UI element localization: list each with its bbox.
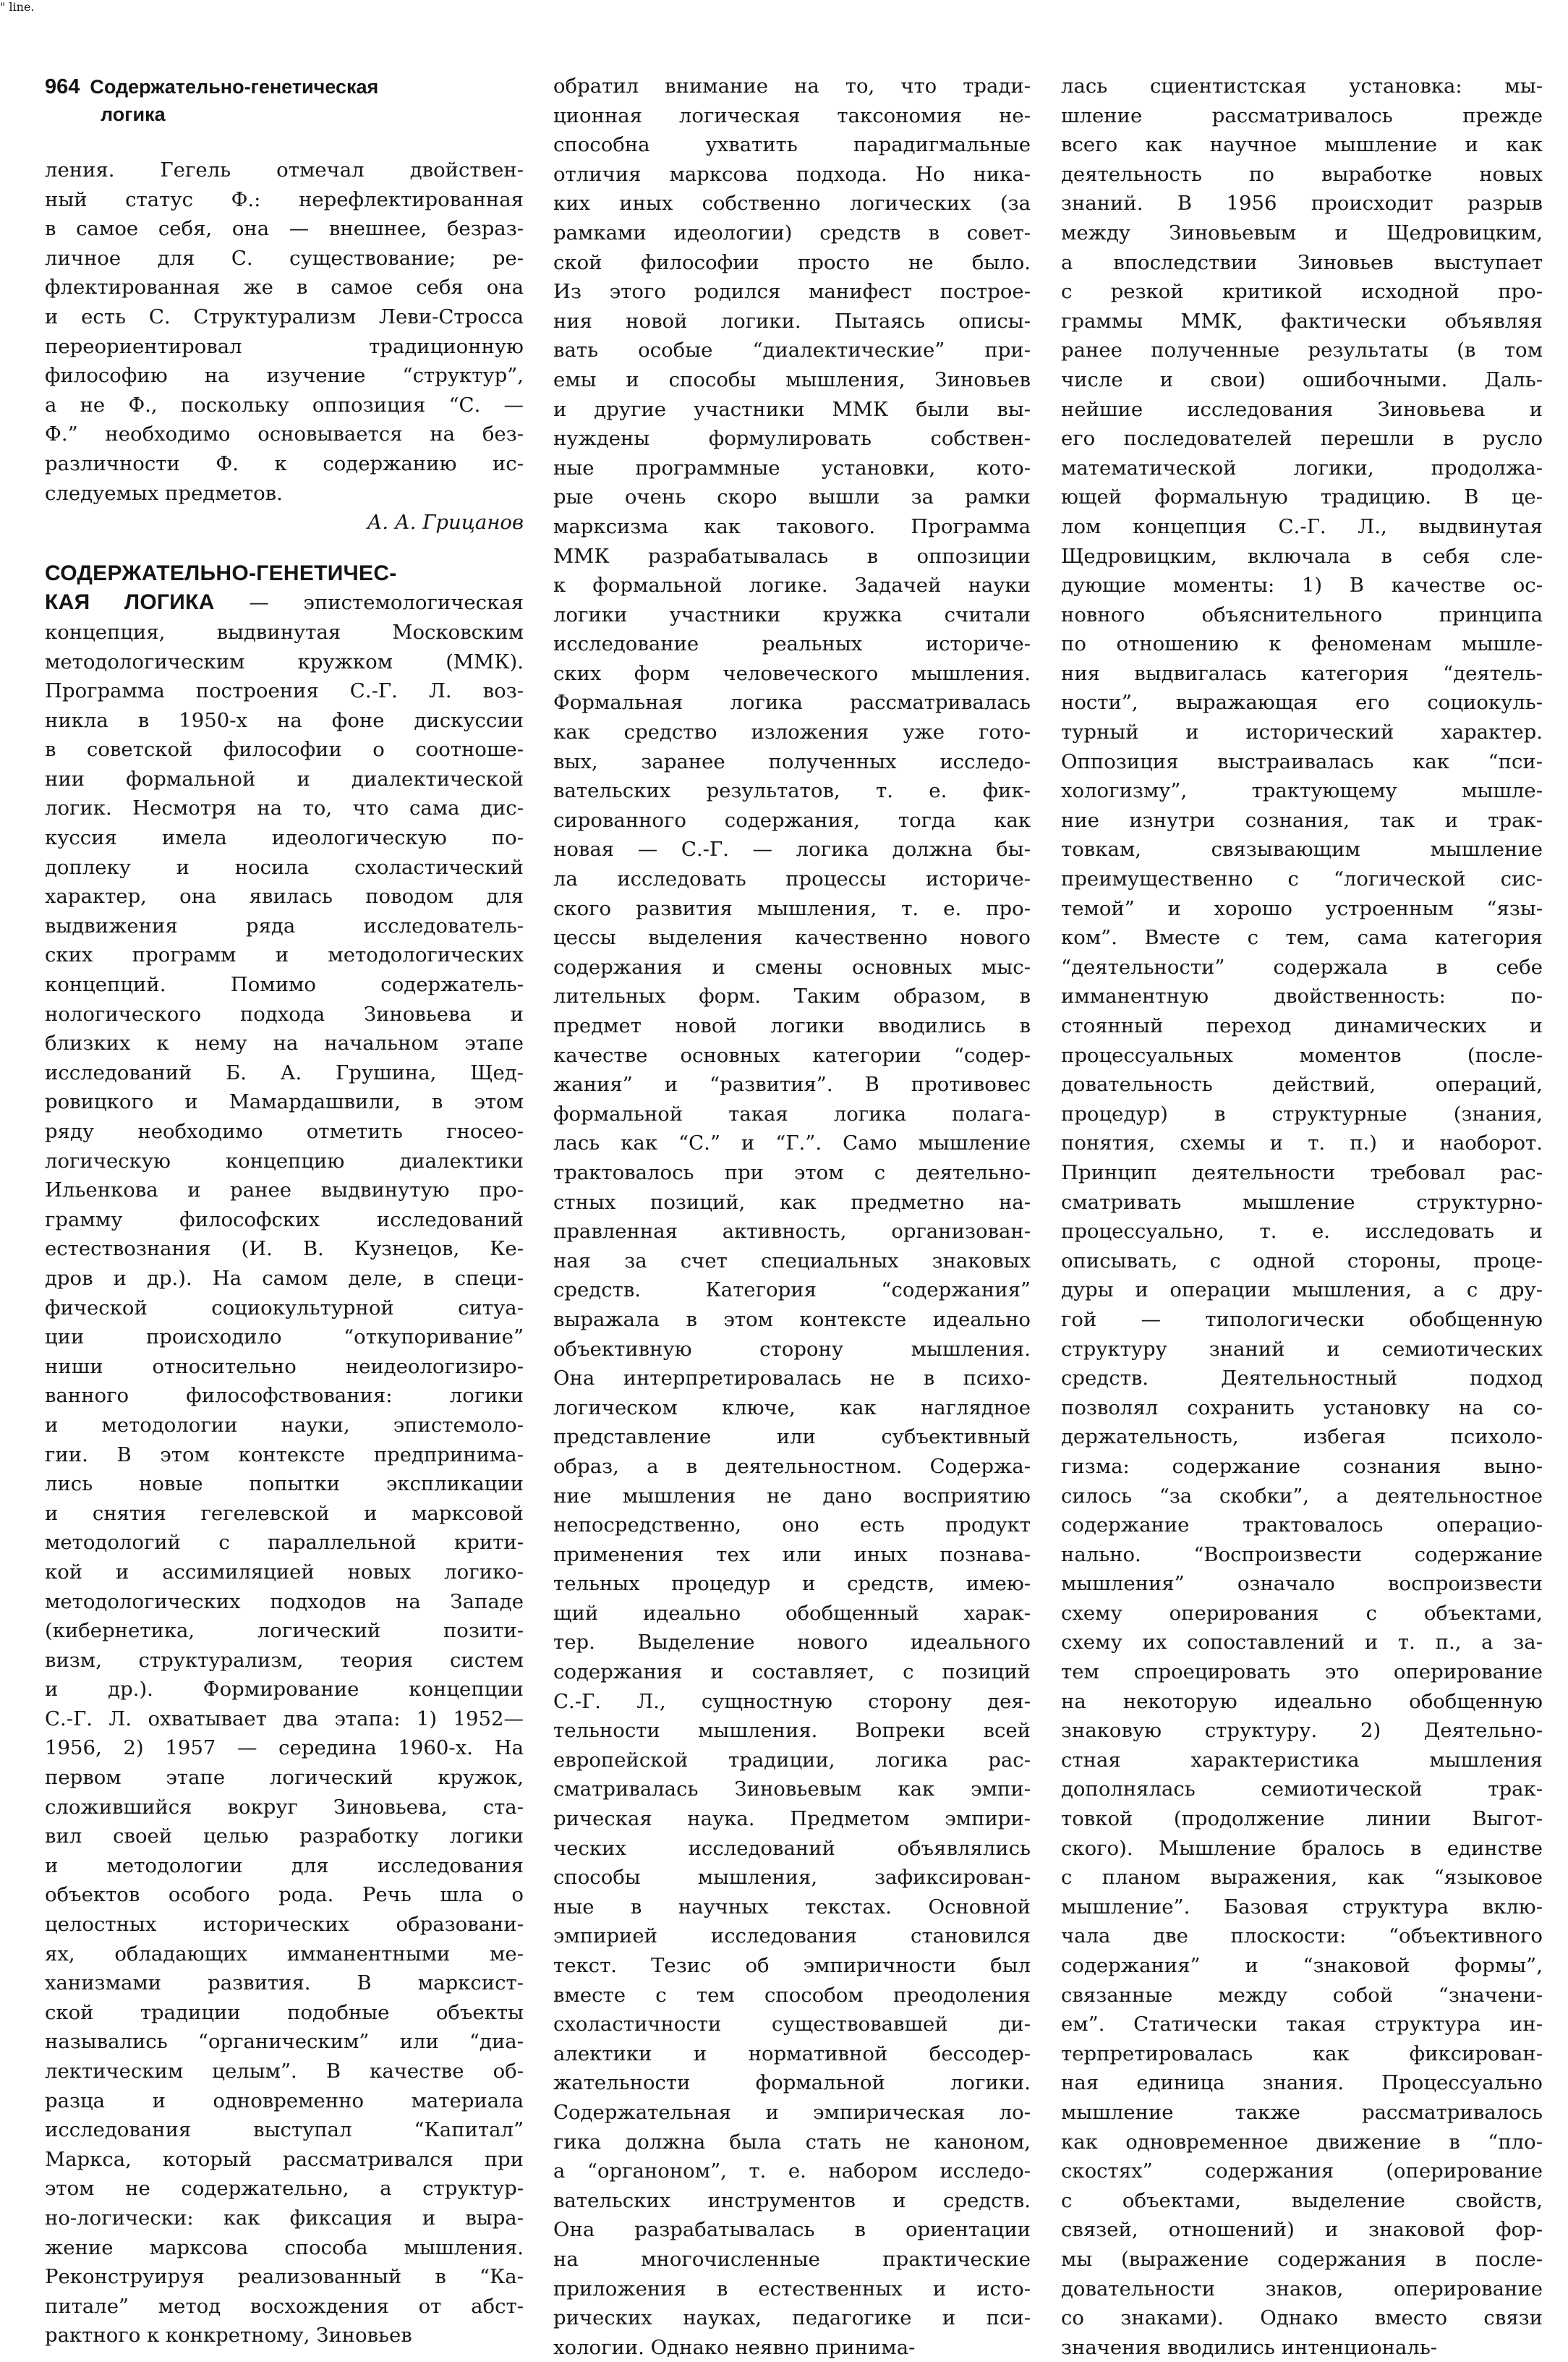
text-line: методологическим кружком (ММК).	[45, 650, 524, 674]
text-line: Принцип деятельности требовал рас-	[1061, 1160, 1543, 1184]
text-line: тем спроецировать это оперирование	[1061, 1660, 1543, 1684]
text-line: ской философии просто не было.	[553, 250, 1031, 274]
text-line: темой” и хорошо устроенным “язы-	[1061, 896, 1543, 920]
text-line: мышление”. Базовая структура вклю-	[1061, 1895, 1543, 1919]
text-line: ского развития мышления, т. е. про-	[553, 896, 1031, 920]
text-line: характер, она явилась поводом для	[45, 885, 524, 909]
article-title: СОДЕРЖАТЕЛЬНО-ГЕНЕТИЧЕС-	[45, 561, 397, 585]
text-line: формальной такая логика полага-	[553, 1102, 1031, 1126]
text-line: ный статус Ф.: нерефлектированная	[45, 187, 524, 211]
text-line: Маркса, который рассматривался при	[45, 2147, 524, 2171]
text-line: нально. “Воспроизвести содержание	[1061, 1542, 1543, 1566]
text-line: довательность действий, операций,	[1061, 1073, 1543, 1097]
text-line: ная за счет специальных знаковых	[553, 1249, 1031, 1273]
text-line: с резкой критикой исходной про-	[1061, 280, 1543, 304]
text-line: схоластичности существовавшей ди-	[553, 2013, 1031, 2036]
text-line: чала две плоскости: “объективного	[1061, 1924, 1543, 1948]
text-line: и методологии науки, эпистемоло-	[45, 1413, 524, 1437]
text-line: 1956, 2) 1957 — середина 1960-х. На	[45, 1736, 524, 1760]
text-line: его последователей перешли в русло	[1061, 427, 1543, 451]
text-line: выражала в этом контексте идеально	[553, 1307, 1031, 1331]
text-line: всего как научное мышление и как	[1061, 133, 1543, 157]
text-line: держательность, избегая психоло-	[1061, 1425, 1543, 1449]
text-line: Формальная логика рассматривалась	[553, 691, 1031, 715]
text-line: и снятия гегелевской и марксовой	[45, 1501, 524, 1525]
text-line: европейской традиции, логика рас-	[553, 1748, 1031, 1772]
text-line: Ф.” необходимо основывается на без-	[45, 422, 524, 446]
text-line: ющей формальную традицию. В це-	[1061, 485, 1543, 509]
text-line: объективную сторону мышления.	[553, 1337, 1031, 1361]
text-line: ских программ и методологических	[45, 943, 524, 967]
text-column-1	[45, 156, 524, 2350]
text-line: жания” и “развития”. В противовес	[553, 1073, 1031, 1097]
text-line: в самое себя, она — внешнее, безраз-	[45, 217, 524, 241]
text-line: схему их сопоставлений и т. п., а за-	[1061, 1631, 1543, 1654]
text-line: ла исследовать процессы историче-	[553, 867, 1031, 891]
text-line: гика должна была стать не каноном,	[553, 2130, 1031, 2154]
text-line: ные в научных текстах. Основной	[553, 1895, 1031, 1919]
text-line: способна ухватить парадигмальные	[553, 133, 1031, 157]
text-line: процессуальных моментов (после-	[1061, 1043, 1543, 1067]
text-line: ской традиции подобные объекты	[45, 2000, 524, 2024]
text-line: ского). Мышление бралось в единстве	[1061, 1836, 1543, 1860]
text-line: средств. Деятельностный подход	[1061, 1367, 1543, 1390]
text-line: с объектами, выделение свойств,	[1061, 2188, 1543, 2212]
text-line: рактного к конкретному, Зиновьев	[45, 2324, 412, 2348]
text-line: ских форм человеческого мышления.	[553, 661, 1031, 685]
text-line: ММК разрабатывалась в оппозиции	[553, 544, 1031, 568]
text-line: на некоторую идеально обобщенную	[1061, 1689, 1543, 1713]
text-line: способы мышления, зафиксирован-	[553, 1866, 1031, 1890]
text-line: сматривать мышление структурно-	[1061, 1190, 1543, 1214]
text-line: флектированная же в самое себя она	[45, 276, 524, 300]
text-line: логическом ключе, как наглядное	[553, 1395, 1031, 1419]
text-line: ния выдвигалась категория “деятель-	[1061, 661, 1543, 685]
text-line: мышления” означало воспроизвести	[1061, 1572, 1543, 1596]
text-line: Программа построения С.-Г. Л. воз-	[45, 679, 524, 703]
text-line: Она интерпретировалась не в психо-	[553, 1367, 1031, 1390]
text-line: лась как “С.” и “Г.”. Само мышление	[553, 1131, 1031, 1155]
text-line: методологий с параллельной крити-	[45, 1531, 524, 1555]
text-line: нуждены формулировать собствен-	[553, 427, 1031, 451]
text-line: шление рассматривалось прежде	[1061, 103, 1543, 127]
text-line: дуры и операции мышления, а с дру-	[1061, 1278, 1543, 1302]
text-line: сложившийся вокруг Зиновьева, ста-	[45, 1795, 524, 1819]
text-line: концепция, выдвинутая Московским	[45, 620, 524, 644]
text-line: позволял сохранить установку на со-	[1061, 1395, 1543, 1419]
text-line: новного объяснительного принципа	[1061, 603, 1543, 626]
text-line: ния новой логики. Пытаясь описы-	[553, 309, 1031, 333]
text-line: первом этапе логический кружок,	[45, 1766, 524, 1790]
text-line: товкой (продолжение линии Выгот-	[1061, 1807, 1543, 1831]
text-line: турный и исторический характер.	[1061, 721, 1543, 744]
text-line: ряду необходимо отметить гносео-	[45, 1120, 524, 1143]
text-line: структуру знаний и семиотических	[1061, 1337, 1543, 1361]
text-line: никла в 1950-х на фоне дискуссии	[45, 708, 524, 732]
text-line: с планом выражения, как “языковое	[1061, 1866, 1543, 1890]
text-line: цессы выделения качественно нового	[553, 926, 1031, 950]
text-line: граммы ММК, фактически объявляя	[1061, 309, 1543, 333]
text-line: мышление также рассматривалось	[1061, 2100, 1543, 2124]
text-line: лектическим целым”. В качестве об-	[45, 2060, 524, 2083]
text-line: силось “за скобки”, а деятельностное	[1061, 1484, 1543, 1508]
text-line: знаний. В 1956 происходит разрыв	[1061, 192, 1543, 216]
text-line: гии. В этом контексте предпринима-	[45, 1443, 524, 1466]
text-line: емы и способы мышления, Зиновьев	[553, 368, 1031, 391]
text-line: стных позиций, как предметно на-	[553, 1190, 1031, 1214]
text-line: ционная логическая таксономия не-	[553, 103, 1031, 127]
text-line: скостях” содержания (оперирование	[1061, 2159, 1543, 2183]
text-line: как средство изложения уже гото-	[553, 721, 1031, 744]
text-line: различности Ф. к содержанию ис-	[45, 451, 524, 475]
text-line: а впоследствии Зиновьев выступает	[1061, 250, 1543, 274]
text-line: следуемых предметов.	[45, 481, 283, 505]
text-line: и методологии для исследования	[45, 1853, 524, 1877]
text-line: ная единица знания. Процессуально	[1061, 2071, 1543, 2095]
previous-article-ending	[45, 156, 524, 508]
text-column-2	[553, 72, 1031, 2362]
text-line: близких к нему на начальном этапе	[45, 1032, 524, 1055]
text-line: вых, заранее полученных исследо-	[553, 749, 1031, 773]
text-line: Щедровицким, включала в себя сле-	[1061, 544, 1543, 568]
text-line: выдвижения ряда исследователь-	[45, 914, 524, 938]
running-title-continuation: логика	[101, 103, 166, 125]
text-line: лась сциентистская установка: мы-	[1061, 75, 1543, 98]
article-title-line	[45, 559, 524, 589]
text-line: но-логически: как фиксация и выра-	[45, 2206, 524, 2230]
text-line: личное для С. существование; ре-	[45, 246, 524, 270]
text-line: по отношению к феноменам мышле-	[1061, 632, 1543, 656]
text-line: приложения в естественных и исто-	[553, 2277, 1031, 2301]
text-line: понятия, схемы и т. п.) и наоборот.	[1061, 1131, 1543, 1155]
text-line: процедур) в структурные (знания,	[1061, 1102, 1543, 1126]
text-line: тельных процедур и средств, имею-	[553, 1572, 1031, 1596]
text-line: стоянный переход динамических и	[1061, 1014, 1543, 1037]
text-line: деятельность по выработке новых	[1061, 162, 1543, 186]
text-line: переориентировал традиционную	[45, 334, 524, 358]
text-line: исследование реальных историче-	[553, 632, 1031, 656]
text-line: средств. Категория “содержания”	[553, 1278, 1031, 1302]
text-line: логики участники кружка считали	[553, 603, 1031, 626]
text-line: Реконструируя реализованный в “Ка-	[45, 2265, 524, 2289]
text-line: хологизму”, трактующему мышле-	[1061, 779, 1543, 803]
text-line: лись новые попытки экспликации	[45, 1472, 524, 1496]
text-line: со знаками). Однако вместо связи	[1061, 2306, 1543, 2330]
text-line: ниши относительно неидеологизиро-	[45, 1354, 524, 1378]
dictionary-page	[0, 14, 1568, 2359]
text-line: ние изнутри сознания, так и трак-	[1061, 808, 1543, 832]
text-line: Из этого родился манифест построе-	[553, 280, 1031, 304]
text-line: кой и ассимиляцией новых логико-	[45, 1560, 524, 1584]
text-line: числе и свои) ошибочными. Даль-	[1061, 368, 1543, 391]
text-line: и есть С. Структурализм Леви-Стросса	[45, 305, 524, 328]
text-line: марксизма как такового. Программа	[553, 514, 1031, 538]
text-line: эмпирией исследования становился	[553, 1924, 1031, 1948]
text-line: лительных форм. Таким образом, в	[553, 985, 1031, 1008]
text-line: ние мышления не дано восприятию	[553, 1484, 1031, 1508]
text-line: сматривалась Зиновьевым как эмпи-	[553, 1777, 1031, 1801]
text-line: гой — типологически обобщенную	[1061, 1307, 1543, 1331]
text-line: С.-Г. Л. охватывает два этапа: 1) 1952—	[45, 1707, 524, 1730]
text-line: знаковую структуру. 2) Деятельно-	[1061, 1719, 1543, 1743]
text-line: стная характеристика мышления	[1061, 1748, 1543, 1772]
text-line: вместе с тем способом преодоления	[553, 1983, 1031, 2007]
article-body-continued	[1061, 72, 1543, 2362]
text-line: имманентную двойственность: по-	[1061, 985, 1543, 1008]
text-line: фической социокультурной ситуа-	[45, 1296, 524, 1320]
page-number: 964	[45, 75, 80, 98]
article-body-continued	[553, 72, 1031, 2362]
text-line: объектов особого рода. Речь шла о	[45, 1883, 524, 1907]
article-author: А. А. Грицанов	[367, 511, 524, 535]
text-line: вательских инструментов и средств.	[553, 2188, 1031, 2212]
text-line: трактовалось при этом с деятельно-	[553, 1160, 1031, 1184]
text-line: доплеку и носила схоластический	[45, 855, 524, 879]
text-line: и др.). Формирование концепции	[45, 1678, 524, 1702]
text-line: довательности знаков, оперирование	[1061, 2277, 1543, 2301]
text-line: мы (выражение содержания в после-	[1061, 2247, 1543, 2271]
text-column-3	[1061, 72, 1543, 2362]
text-line: преимущественно с “логической сис-	[1061, 867, 1543, 891]
text-line: назывались “органическим” или “диа-	[45, 2030, 524, 2054]
text-line: на многочисленные практические	[553, 2247, 1031, 2271]
article-title-continuation: КАЯ ЛОГИКА	[45, 590, 215, 615]
text-line: в советской философии о соотноше-	[45, 738, 524, 762]
text-line: сированного содержания, тогда как	[553, 808, 1031, 832]
text-line: вать особые “диалектические” при-	[553, 339, 1031, 362]
text-line: жательности формальной логики.	[553, 2071, 1031, 2095]
text-line: математической логики, продолжа-	[1061, 456, 1543, 480]
text-line: терпретировалась как фиксирован-	[1061, 2042, 1543, 2065]
text-line: нейшие исследования Зиновьева и	[1061, 397, 1543, 421]
text-line: этом не содержательно, а структур-	[45, 2177, 524, 2201]
text-line: представление или субъективный	[553, 1425, 1031, 1449]
text-line: применения тех или иных познава-	[553, 1542, 1031, 1566]
article-definition-start: — эпистемологическая	[214, 591, 524, 615]
text-line: товкам, связывающим мышление	[1061, 838, 1543, 862]
text-line: грамму философских исследований	[45, 1207, 524, 1231]
running-header	[45, 73, 508, 128]
text-line: исследований Б. А. Грушина, Щед-	[45, 1061, 524, 1084]
text-line: ванного философствования: логики	[45, 1384, 524, 1408]
text-line: ханизмами развития. В марксист-	[45, 1971, 524, 1995]
text-line: концепций. Помимо содержатель-	[45, 973, 524, 997]
text-line: питале” метод восхождения от абст-	[45, 2294, 524, 2318]
text-line: нологического подхода Зиновьева и	[45, 1002, 524, 1026]
text-line: ранее полученные результаты (в том	[1061, 339, 1543, 362]
text-line: содержание трактовалось операцио-	[1061, 1513, 1543, 1537]
text-line: вил своей целью разработку логики	[45, 1824, 524, 1848]
text-line: щий идеально обобщенный харак-	[553, 1601, 1031, 1625]
text-line: схему оперирования с объектами,	[1061, 1601, 1543, 1625]
text-line: к формальной логике. Задачей науки	[553, 574, 1031, 598]
text-line: ких иных собственно логических (за	[553, 192, 1031, 216]
text-line: дров и др.). На самом деле, в специ-	[45, 1266, 524, 1290]
text-line: связей, отношений) и знаковой фор-	[1061, 2218, 1543, 2242]
text-line: алектики и нормативной бессодер-	[553, 2042, 1031, 2065]
text-line: логическую концепцию диалектики	[45, 1149, 524, 1173]
text-line: между Зиновьевым и Щедровицким,	[1061, 221, 1543, 245]
text-line: визм, структурализм, теория систем	[45, 1648, 524, 1672]
text-line: куссия имела идеологическую по-	[45, 826, 524, 850]
text-line: и другие участники ММК были вы-	[553, 397, 1031, 421]
text-line: ления. Гегель отмечал двойствен-	[45, 158, 524, 182]
text-line: С.-Г. Л., сущностную сторону дея-	[553, 1689, 1031, 1713]
text-line: обратил внимание на то, что тради-	[553, 75, 1031, 98]
text-line: рических науках, педагогике и пси-	[553, 2306, 1031, 2330]
text-line: связанные между собой “значени-	[1061, 1983, 1543, 2007]
text-line: Содержательная и эмпирическая ло-	[553, 2100, 1031, 2124]
text-line: содержания” и “знаковой формы”,	[1061, 1954, 1543, 1977]
text-line: разца и одновременно материала	[45, 2089, 524, 2112]
text-line: образ, а в деятельностном. Содержа-	[553, 1454, 1031, 1478]
text-line: целостных исторических образовани-	[45, 1913, 524, 1937]
text-line: описывать, с одной стороны, проце-	[1061, 1249, 1543, 1273]
text-line: Она разрабатывалась в ориентации	[553, 2218, 1031, 2242]
text-line: ности”, выражающая его социокуль-	[1061, 691, 1543, 715]
text-line: (кибернетика, логический позити-	[45, 1619, 524, 1643]
text-line: содержания и смены основных мыс-	[553, 955, 1031, 979]
text-line: ные программные установки, кото-	[553, 456, 1031, 480]
text-line: рическая наука. Предметом эмпири-	[553, 1807, 1031, 1831]
text-line: вательских результатов, т. е. фик-	[553, 779, 1031, 803]
text-line: философию на изучение “структур”,	[45, 364, 524, 388]
text-line: ком”. Вместе с тем, сама категория	[1061, 926, 1543, 950]
text-line: Ильенкова и ранее выдвинутую про-	[45, 1178, 524, 1202]
text-line: лом концепция С.-Г. Л., выдвинутая	[1061, 514, 1543, 538]
text-line: ровицкого и Мамардашвили, в этом	[45, 1090, 524, 1114]
text-line: Оппозиция выстраивалась как “пси-	[1061, 749, 1543, 773]
text-line: а “органоном”, т. е. набором исследо-	[553, 2159, 1031, 2183]
text-line: ях, обладающих имманентными ме-	[45, 1942, 524, 1966]
text-line: логик. Несмотря на то, что сама дис-	[45, 796, 524, 820]
text-line: рамками идеологии) средств в совет-	[553, 221, 1031, 245]
running-title: Содержательно-генетическая	[90, 76, 379, 98]
text-line: методологических подходов на Западе	[45, 1589, 524, 1613]
article-body	[45, 618, 524, 2350]
text-line: процессуально, т. е. исследовать и	[1061, 1220, 1543, 1244]
text-line: дополнялась семиотической трак-	[1061, 1777, 1543, 1801]
text-line: дующие моменты: 1) В качестве ос-	[1061, 574, 1543, 598]
text-line: тельности мышления. Вопреки всей	[553, 1719, 1031, 1743]
text-line: как одновременное движение в “пло-	[1061, 2130, 1543, 2154]
text-line: исследования выступал “Капитал”	[45, 2118, 524, 2142]
text-line: “деятельности” содержала в себе	[1061, 955, 1543, 979]
text-line: непосредственно, оно есть продукт	[553, 1513, 1031, 1537]
text-line: а не Ф., поскольку оппозиция “С. —	[45, 393, 524, 417]
text-line: тер. Выделение нового идеального	[553, 1631, 1031, 1654]
text-line: текст. Тезис об эмпиричности был	[553, 1954, 1031, 1977]
text-line: ческих исследований объявлялись	[553, 1836, 1031, 1860]
text-line: нии формальной и диалектической	[45, 767, 524, 791]
text-line: новая — С.-Г. — логика должна бы-	[553, 838, 1031, 862]
text-line: естествознания (И. В. Кузнецов, Ке-	[45, 1237, 524, 1261]
text-line: предмет новой логики вводились в	[553, 1014, 1031, 1037]
text-line: содержания и составляет, с позиций	[553, 1660, 1031, 1684]
text-line: гизма: содержание сознания выно-	[1061, 1454, 1543, 1478]
text-line: хологии. Однако неявно принима-	[553, 2335, 916, 2359]
text-line: рые очень скоро вышли за рамки	[553, 485, 1031, 509]
text-line: качестве основных категории “содер-	[553, 1043, 1031, 1067]
text-line: ции происходило “откупоривание”	[45, 1325, 524, 1349]
text-line: правленная активность, организован-	[553, 1220, 1031, 1244]
article-title-line	[45, 588, 524, 618]
text-line: отличия марксова подхода. Но ника-	[553, 162, 1031, 186]
text-line: ем”. Статически такая структура ин-	[1061, 2013, 1543, 2036]
text-line: значения вводились интенциональ-	[1061, 2335, 1438, 2359]
text-line: жение марксова способа мышления.	[45, 2235, 524, 2259]
